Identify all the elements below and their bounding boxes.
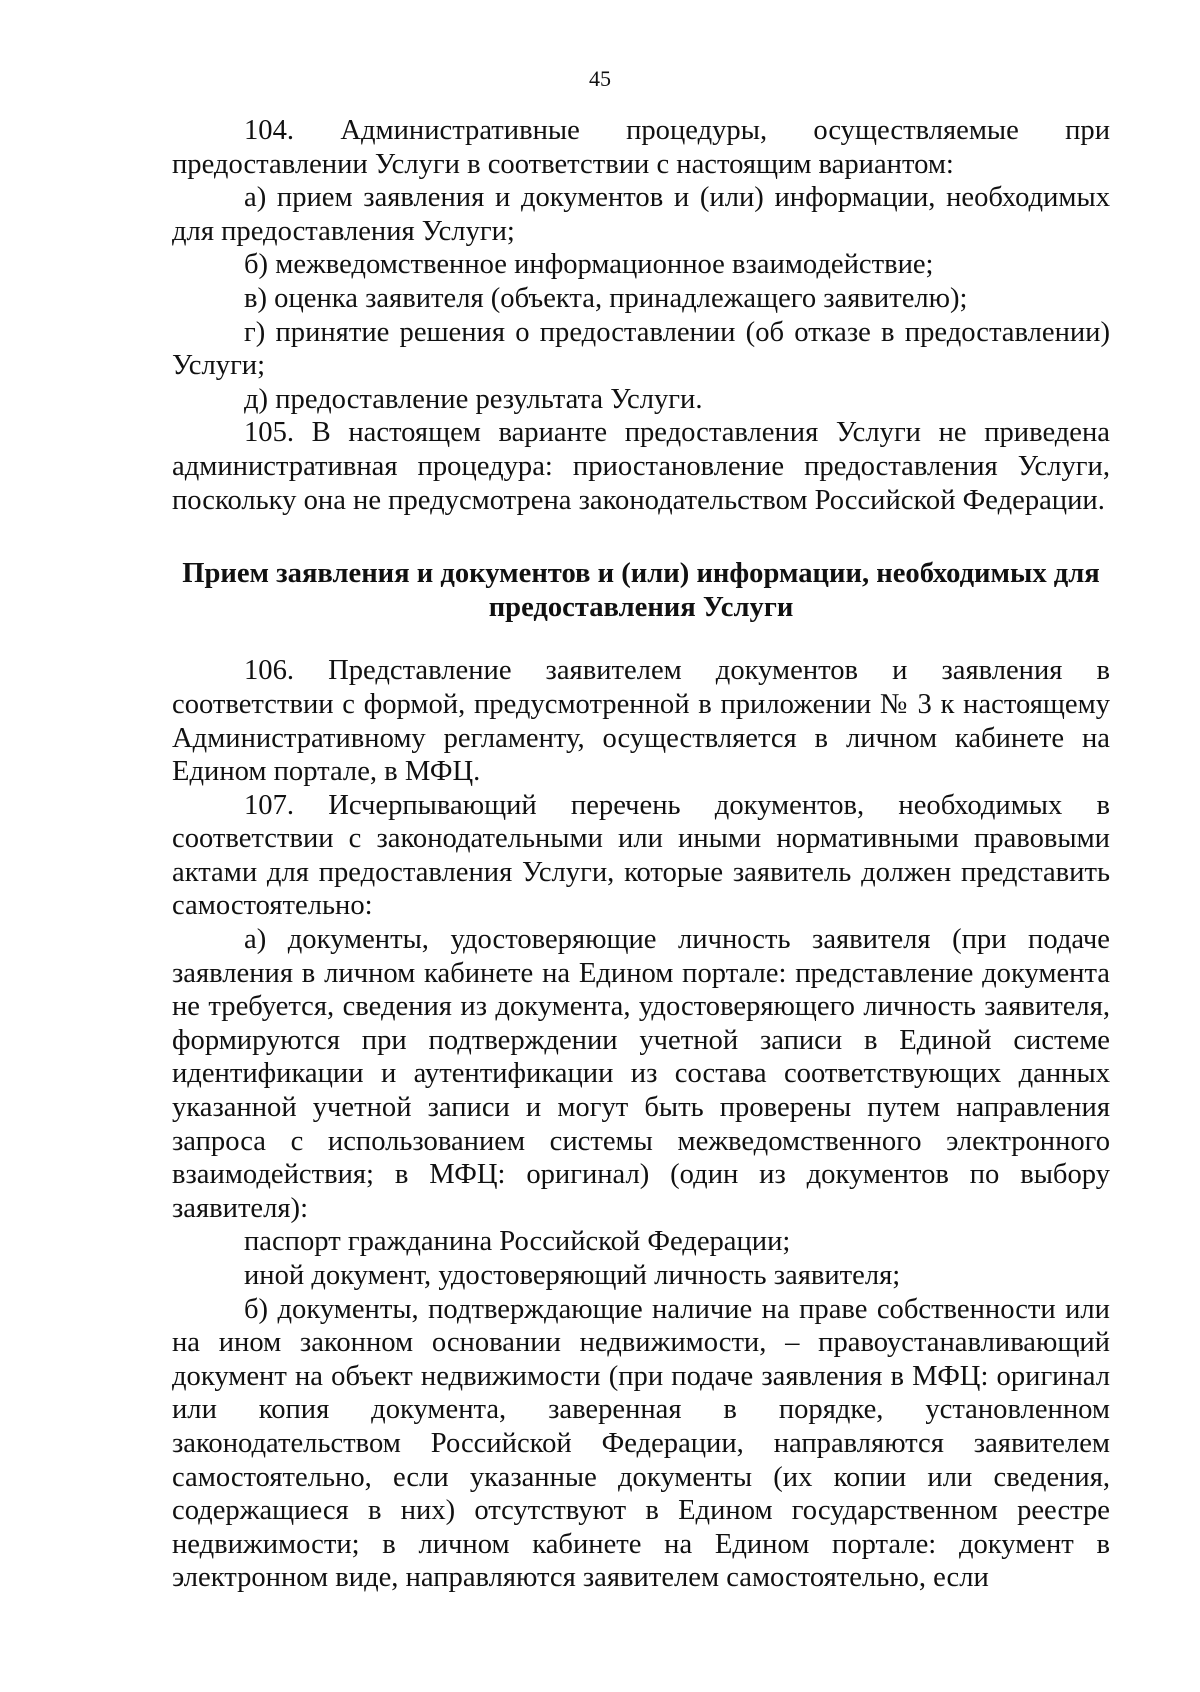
sub-item-other-document: иной документ, удостоверяющий личность заявителя;: [244, 1260, 901, 1291]
sub-item-passport: паспорт гражданина Российской Федерации;: [244, 1226, 791, 1258]
list-item-a: а) прием заявления и документов и (или) информации, необходимых для предоставления Услуги;: [172, 182, 1110, 247]
list-item-a-documents: а) документы, удостоверяющие личность заявителя (при подаче заявления в личном кабинете на Едином портале: представление документа не требуется, сведения из документа, удостоверяющего личность заявителя, формируются при подтверждении учетной записи в Единой системе идентификации и аутентификации из состава соответствующих данных указанной учетной записи и могут быть проверены путем направления запроса с использованием системы межведомственного электронного взаимодействия; в МФЦ: оригинал) (один из документов по выбору заявителя):: [172, 924, 1110, 1224]
section-heading-line-2: предоставления Услуги: [488, 591, 794, 623]
paragraph-105: 105. В настоящем варианте предоставления Услуги не приведена административная процедура: приостановление предоставления Услуги, поскольку она не предусмотрена законодательством Российской Федерации.: [172, 417, 1110, 516]
document-body: [172, 114, 1110, 1595]
section-heading: [172, 557, 1110, 624]
list-item-b-documents: б) документы, подтверждающие наличие на праве собственности или на ином законном основании недвижимости, – правоустанавливающий документ на объект недвижимости (при подаче заявления в МФЦ: оригинал или копия документа, заверенная в порядке, установленном законодательством Российской Федерации, направляются заявителем самостоятельно, если указанные документы (их копии или сведения, содержащиеся в них) отсутствуют в Едином государственном реестре недвижимости; в личном кабинете на Едином портале: документ в электронном виде, направляются заявителем самостоятельно, если: [172, 1293, 1110, 1594]
list-item-d: д) предоставление результата Услуги.: [244, 383, 703, 415]
paragraph-106: 106. Представление заявителем документов и заявления в соответствии с формой, предусмотренной в приложении № 3 к настоящему Административному регламенту, осуществляется в личном кабинете на Едином портале, в МФЦ.: [172, 655, 1110, 788]
section-heading-line-1: Прием заявления и документов и (или) информации, необходимых для: [182, 558, 1100, 590]
list-item-b: б) межведомственное информационное взаимодействие;: [244, 249, 934, 281]
list-item-g: г) принятие решения о предоставлении (об отказе в предоставлении) Услуги;: [172, 316, 1110, 382]
paragraph-107: 107. Исчерпывающий перечень документов, необходимых в соответствии с законодательными или иными нормативными правовыми актами для предоставления Услуги, которые заявитель должен представить самостоятельно:: [172, 789, 1110, 922]
paragraph-104: 104. Административные процедуры, осуществляемые при предоставлении Услуги в соответствии с настоящим вариантом:: [172, 115, 1110, 180]
page-number: 45: [589, 66, 611, 91]
list-item-v: в) оценка заявителя (объекта, принадлежащего заявителю);: [244, 282, 968, 314]
